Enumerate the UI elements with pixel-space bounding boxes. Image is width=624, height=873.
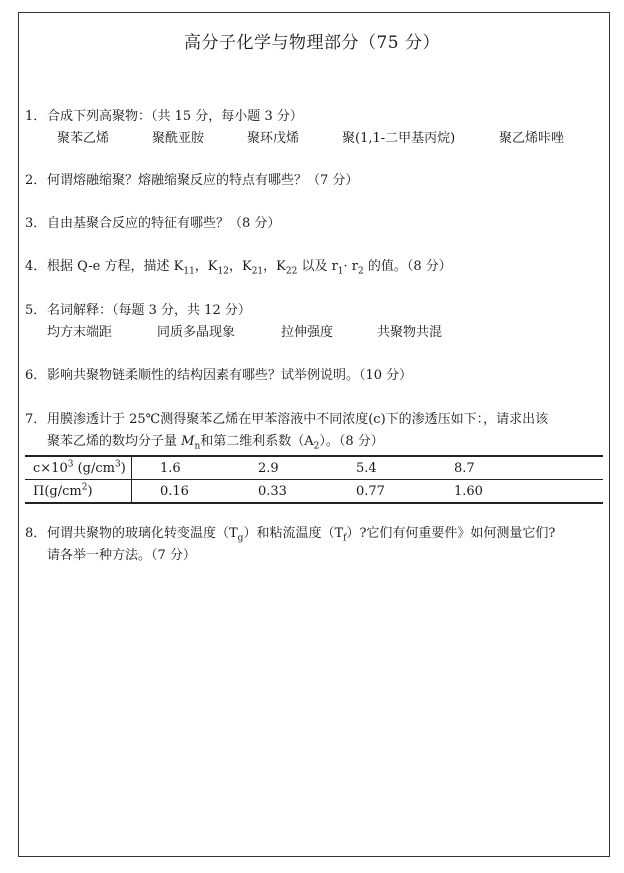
- list-item: 聚酰亚胺: [152, 131, 205, 146]
- list-item: 聚苯乙烯: [57, 131, 110, 146]
- question-text: 根据 Q-e 方程，描述 $K_{11}$，$K_{12}$，$K_{21}$，$K_{22}$ 以及 $r_1\cdot r_2$ 的值。（8 分）: [47, 259, 452, 277]
- question-number: 6．: [25, 368, 47, 383]
- term-list: [25, 322, 605, 344]
- table-cell: 8.7: [426, 456, 524, 480]
- question-5: [25, 300, 605, 344]
- row-header-concentration: $c\times 10^3$ $(g/cm^3)$: [25, 456, 132, 480]
- table-cell: 5.4: [328, 456, 426, 480]
- question-4: [25, 256, 605, 278]
- question-number: 7．: [25, 412, 47, 427]
- list-item: 聚环戊烯: [247, 131, 300, 146]
- table-cell: 1.6: [132, 456, 231, 480]
- table-row: [25, 456, 603, 480]
- list-item: 聚乙烯咔唑: [499, 131, 565, 146]
- question-text-continued: 聚苯乙烯的数均分子量 $M_n$和第二维利系数$(A_2)$。（8 分）: [47, 434, 384, 452]
- question-number: 5．: [25, 303, 47, 318]
- question-text: 用膜渗透计于 25℃测得聚苯乙烯在甲苯溶液中不同浓度(c)下的渗透压如下：，请求出该: [47, 412, 549, 427]
- polymer-list: [25, 128, 605, 150]
- page-title: 高分子化学与物理部分（75 分）: [183, 33, 441, 53]
- question-number: 8．: [25, 526, 47, 541]
- question-text: 自由基聚合反应的特征有哪些？（8 分）: [47, 216, 281, 231]
- table-row: [25, 480, 603, 504]
- question-text: 何谓熔融缩聚？熔融缩聚反应的特点有哪些？（7 分）: [47, 173, 359, 188]
- list-item: 同质多晶现象: [157, 325, 236, 340]
- list-item: 聚(1,1-二甲基丙烷): [342, 131, 456, 146]
- list-item: 共聚物共混: [377, 325, 443, 340]
- question-6: [25, 365, 605, 387]
- list-item: 拉伸强度: [281, 325, 334, 340]
- row-header-osmotic-pressure: $\Pi(g/cm^2)$: [25, 480, 132, 504]
- question-3: [25, 213, 605, 235]
- question-7: [25, 409, 605, 453]
- question-text: 合成下列高聚物：（共 15 分，每小题 3 分）: [47, 109, 303, 124]
- question-number: 1．: [25, 109, 47, 124]
- question-text: 何谓共聚物的玻璃化转变温度$(T_g)$和粘流温度$(T_f)$?它们有何重要件》如何测量它们?: [47, 526, 556, 544]
- table-cell: 0.77: [328, 480, 426, 504]
- table-cell: 0.16: [132, 480, 231, 504]
- table-cell: 1.60: [426, 480, 524, 504]
- question-number: 3．: [25, 216, 47, 231]
- question-8: [25, 523, 605, 567]
- table-cell: 2.9: [230, 456, 328, 480]
- question-text: 影响共聚物链柔顺性的结构因素有哪些？试举例说明。（10 分）: [47, 368, 413, 383]
- question-number: 4．: [25, 259, 47, 274]
- question-2: [25, 170, 605, 192]
- table-cell: 0.33: [230, 480, 328, 504]
- osmotic-pressure-table: [25, 455, 603, 504]
- question-text: 名词解释：（每题 3 分，共 12 分）: [47, 303, 251, 318]
- list-item: 均方末端距: [47, 325, 113, 340]
- question-text-continued: 请各举一种方法。（7 分）: [47, 548, 196, 563]
- question-1: [25, 106, 605, 150]
- question-number: 2．: [25, 173, 47, 188]
